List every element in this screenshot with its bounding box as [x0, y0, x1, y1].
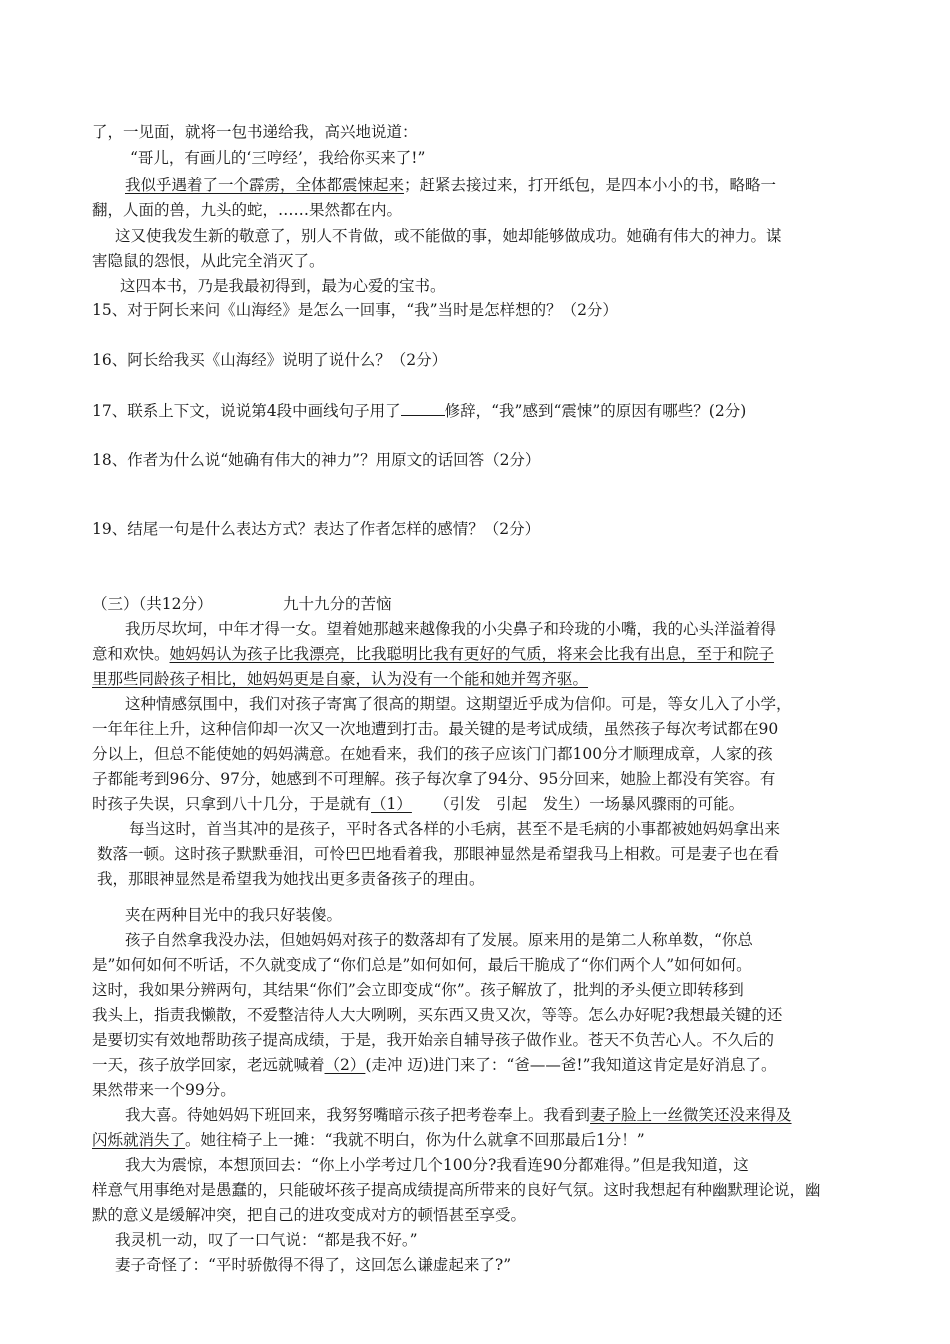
passage-line: 这又使我发生新的敬意了，别人不肯做，或不能做的事，她却能够做成功。她确有伟大的神力。谋: [115, 227, 782, 245]
passage-text: 我大喜。待她妈妈下班回来，我努努嘴暗示孩子把考卷奉上。我看到: [125, 1106, 591, 1124]
underlined-sentence: 妻子脸上一丝微笑还没来得及: [590, 1106, 792, 1124]
passage-line: 一年年往上升，这种信仰却一次又一次地遭到打击。最关键的是考试成绩，虽然孩子每次考试都在90: [92, 720, 779, 738]
passage-line: [92, 1129, 645, 1151]
passage-text: 时孩子失误，只拿到八十几分，于是就有: [92, 795, 372, 813]
question-15: 15、对于阿长来问《山海经》是怎么一回事，“我”当时是怎样想的？（2分）: [92, 301, 618, 319]
passage-line: 孩子自然拿我没办法，但她妈妈对孩子的数落却有了发展。原来用的是第二人称单数，“你总: [125, 931, 753, 949]
question-19: 19、结尾一句是什么表达方式？表达了作者怎样的感情？（2分）: [92, 520, 541, 538]
passage-text: (走冲 迈)进门来了：“爸——爸!”我知道这肯定是好消息了。: [365, 1056, 777, 1074]
passage-line: 我大为震惊，本想顶回去：“你上小学考过几个100分?我看连90分都难得。”但是我知道，这: [125, 1156, 749, 1174]
underlined-sentence: 她妈妈认为孩子比我漂亮，比我聪明比我有更好的气质，将来会比我有出息，至于和院子: [169, 645, 775, 663]
answer-blank[interactable]: [401, 399, 445, 416]
passage-title: 九十九分的苦恼: [283, 595, 392, 613]
passage-line: “哥儿，有画儿的‘三哼经’，我给你买来了!”: [130, 149, 426, 167]
underlined-sentence: 闪烁就消失了: [92, 1131, 186, 1149]
passage-line: 默的意义是缓解冲突，把自己的进攻变成对方的顿悟甚至享受。: [92, 1206, 527, 1224]
passage-line: 我灵机一动，叹了一口气说：“都是我不好。”: [115, 1231, 418, 1249]
underlined-sentence: 我似乎遇着了一个霹雳，全体都震悚起来: [125, 176, 405, 194]
fill-blank-1[interactable]: （1）: [371, 795, 412, 813]
passage-line: [125, 1104, 792, 1126]
passage-line: 是要切实有效地帮助孩子提高成绩，于是，我开始亲自辅导孩子做作业。苍天不负苦心人。不久后的: [92, 1031, 775, 1049]
passage-line: 翻，人面的兽，九头的蛇，……果然都在内。: [92, 201, 403, 219]
passage-line: 数落一顿。这时孩子默默垂泪，可怜巴巴地看着我，那眼神显然是希望我马上相救。可是妻子也在看: [97, 845, 780, 863]
question-18: 18、作者为什么说“她确有伟大的神力”？用原文的话回答（2分）: [92, 451, 541, 469]
passage-text: 一天，孩子放学回家，老远就喊着: [92, 1056, 325, 1074]
passage-text: ；赶紧去接过来，打开纸包，是四本小小的书，略略一: [404, 176, 777, 194]
passage-line: 这四本书，乃是我最初得到，最为心爱的宝书。: [120, 277, 446, 295]
passage-line: 夹在两种目光中的我只好装傻。: [125, 906, 343, 924]
passage-line: 这时，我如果分辨两句，其结果“你们”会立即变成“你”。孩子解放了，批判的矛头便立即转移到: [92, 981, 744, 999]
passage-line: 我，那眼神显然是希望我为她找出更多责备孩子的理由。: [97, 870, 485, 888]
passage-line: 分以上，但总不能使她的妈妈满意。在她看来，我们的孩子应该门门都100分才顺理成章，人家的孩: [92, 745, 773, 763]
question-17: [92, 399, 746, 422]
passage-text: （引发 引起 发生）一场暴风骤雨的可能。: [441, 795, 745, 813]
passage-line: 我历尽坎坷，中年才得一女。望着她那越来越像我的小尖鼻子和玲珑的小嘴，我的心头洋溢着得: [125, 620, 777, 638]
passage-line: 样意气用事绝对是愚蠢的，只能破坏孩子提高成绩提高所带来的良好气氛。这时我想起有种幽默理论说，幽: [92, 1181, 821, 1199]
passage-line: [92, 793, 744, 815]
underlined-sentence: 里那些同龄孩子相比，她妈妈更是自豪，认为没有一个能和她并驾齐驱。: [92, 670, 589, 688]
question-text: 17、联系上下文，说说第4段中画线句子用了: [92, 402, 401, 420]
passage-line: 果然带来一个99分。: [92, 1081, 236, 1099]
passage-line: [92, 1054, 777, 1076]
passage-line: 子都能考到96分、97分，她感到不可理解。孩子每次拿了94分、95分回来，她脸上都没有笑容。有: [92, 770, 776, 788]
passage-line: 我头上，指责我懒散，不爱整洁待人大大咧咧，买东西又贵又次，等等。怎么办好呢?我想最关键的还: [92, 1006, 783, 1024]
passage-line: 是”如何如何不听话，不久就变成了“你们总是”如何如何，最后干脆成了“你们两个人”如何如何。: [92, 956, 752, 974]
passage-text: 。她往椅子上一摊：“我就不明白，你为什么就拿不回那最后1分！”: [185, 1131, 645, 1149]
passage-line: 了，一见面，就将一包书递给我，高兴地说道：: [92, 123, 418, 141]
passage-line: 每当这时，首当其冲的是孩子，平时各式各样的小毛病，甚至不是毛病的小事都被她妈妈拿出来: [129, 820, 781, 838]
passage-line: 妻子奇怪了：“平时骄傲得不得了，这回怎么谦虚起来了?”: [115, 1256, 512, 1274]
section-header: （三）（共12分）: [92, 595, 213, 613]
passage-line: 害隐鼠的怨恨，从此完全消灭了。: [92, 252, 325, 270]
passage-line: [92, 643, 774, 665]
fill-blank-2[interactable]: （2）: [324, 1056, 366, 1074]
question-16: 16、阿长给我买《山海经》说明了说什么？（2分）: [92, 351, 448, 369]
passage-line: 这种情感氛围中，我们对孩子寄寓了很高的期望。这期望近乎成为信仰。可是，等女儿入了小学，: [125, 695, 792, 713]
passage-text: 意和欢快。: [92, 645, 170, 663]
question-text: 修辞，“我”感到“震悚”的原因有哪些？(2分): [444, 402, 747, 420]
passage-line: [125, 174, 776, 196]
